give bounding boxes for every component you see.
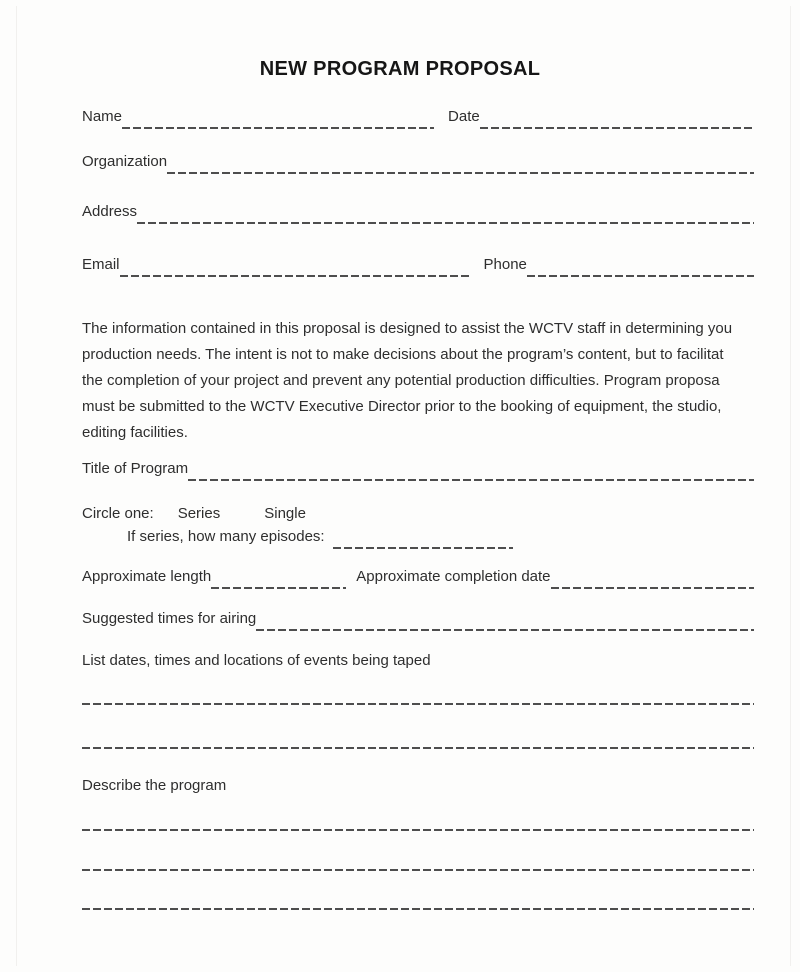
circle-one-row <box>82 505 754 526</box>
approximate-length-fill-line[interactable] <box>211 568 346 589</box>
phone-fill-line[interactable] <box>527 256 754 277</box>
document-title: NEW PROGRAM PROPOSAL <box>259 58 541 80</box>
suggested-times-label: Suggested times for airing <box>82 610 257 627</box>
organization-row <box>82 153 754 174</box>
intro-line: the completion of your project and prevent any potential production difficulties. Program proposa <box>82 372 720 389</box>
episodes-label: If series, how many episodes: <box>127 528 325 545</box>
describe-writing-line[interactable] <box>82 829 754 831</box>
address-label: Address <box>82 203 138 220</box>
phone-label: Phone <box>483 256 527 273</box>
address-row <box>82 203 754 224</box>
circle-one-label: Circle one: <box>82 505 154 522</box>
describe-program-label: Describe the program <box>82 777 227 794</box>
title-of-program-label: Title of Program <box>82 460 189 477</box>
intro-line: production needs. The intent is not to make decisions about the program’s content, but to facilitat <box>82 346 724 363</box>
intro-line: editing facilities. <box>82 424 188 441</box>
episodes-fill-line[interactable] <box>333 528 513 549</box>
list-dates-writing-line[interactable] <box>82 747 754 749</box>
name-label: Name <box>82 108 123 125</box>
title-of-program-row <box>82 460 754 481</box>
suggested-times-row <box>82 610 754 631</box>
name-fill-line[interactable] <box>122 108 434 129</box>
suggested-times-fill-line[interactable] <box>256 610 754 631</box>
scan-page-edge <box>16 6 791 966</box>
approximate-row <box>82 568 754 589</box>
intro-line: must be submitted to the WCTV Executive Director prior to the booking of equipment, the studio, <box>82 398 722 415</box>
name-date-row <box>82 108 754 129</box>
list-dates-writing-line[interactable] <box>82 703 754 705</box>
date-label: Date <box>448 108 480 125</box>
describe-writing-line[interactable] <box>82 869 754 871</box>
organization-fill-line[interactable] <box>167 153 754 174</box>
intro-paragraph <box>82 316 786 446</box>
single-option[interactable]: Single <box>264 505 306 522</box>
describe-writing-line[interactable] <box>82 908 754 910</box>
address-fill-line[interactable] <box>137 203 754 224</box>
list-dates-label: List dates, times and locations of events being taped <box>82 652 431 669</box>
organization-label: Organization <box>82 153 168 170</box>
date-fill-line[interactable] <box>480 108 754 129</box>
episodes-row <box>127 528 754 549</box>
approximate-length-label: Approximate length <box>82 568 212 585</box>
email-phone-row <box>82 256 754 277</box>
intro-line: The information contained in this proposal is designed to assist the WCTV staff in determining you <box>82 320 733 337</box>
series-option[interactable]: Series <box>177 505 221 522</box>
email-fill-line[interactable] <box>120 256 470 277</box>
email-label: Email <box>82 256 120 273</box>
title-of-program-fill-line[interactable] <box>188 460 754 481</box>
approximate-completion-fill-line[interactable] <box>551 568 754 589</box>
describe-program-row <box>82 777 754 798</box>
list-dates-row <box>82 652 754 673</box>
approximate-completion-label: Approximate completion date <box>356 568 551 585</box>
